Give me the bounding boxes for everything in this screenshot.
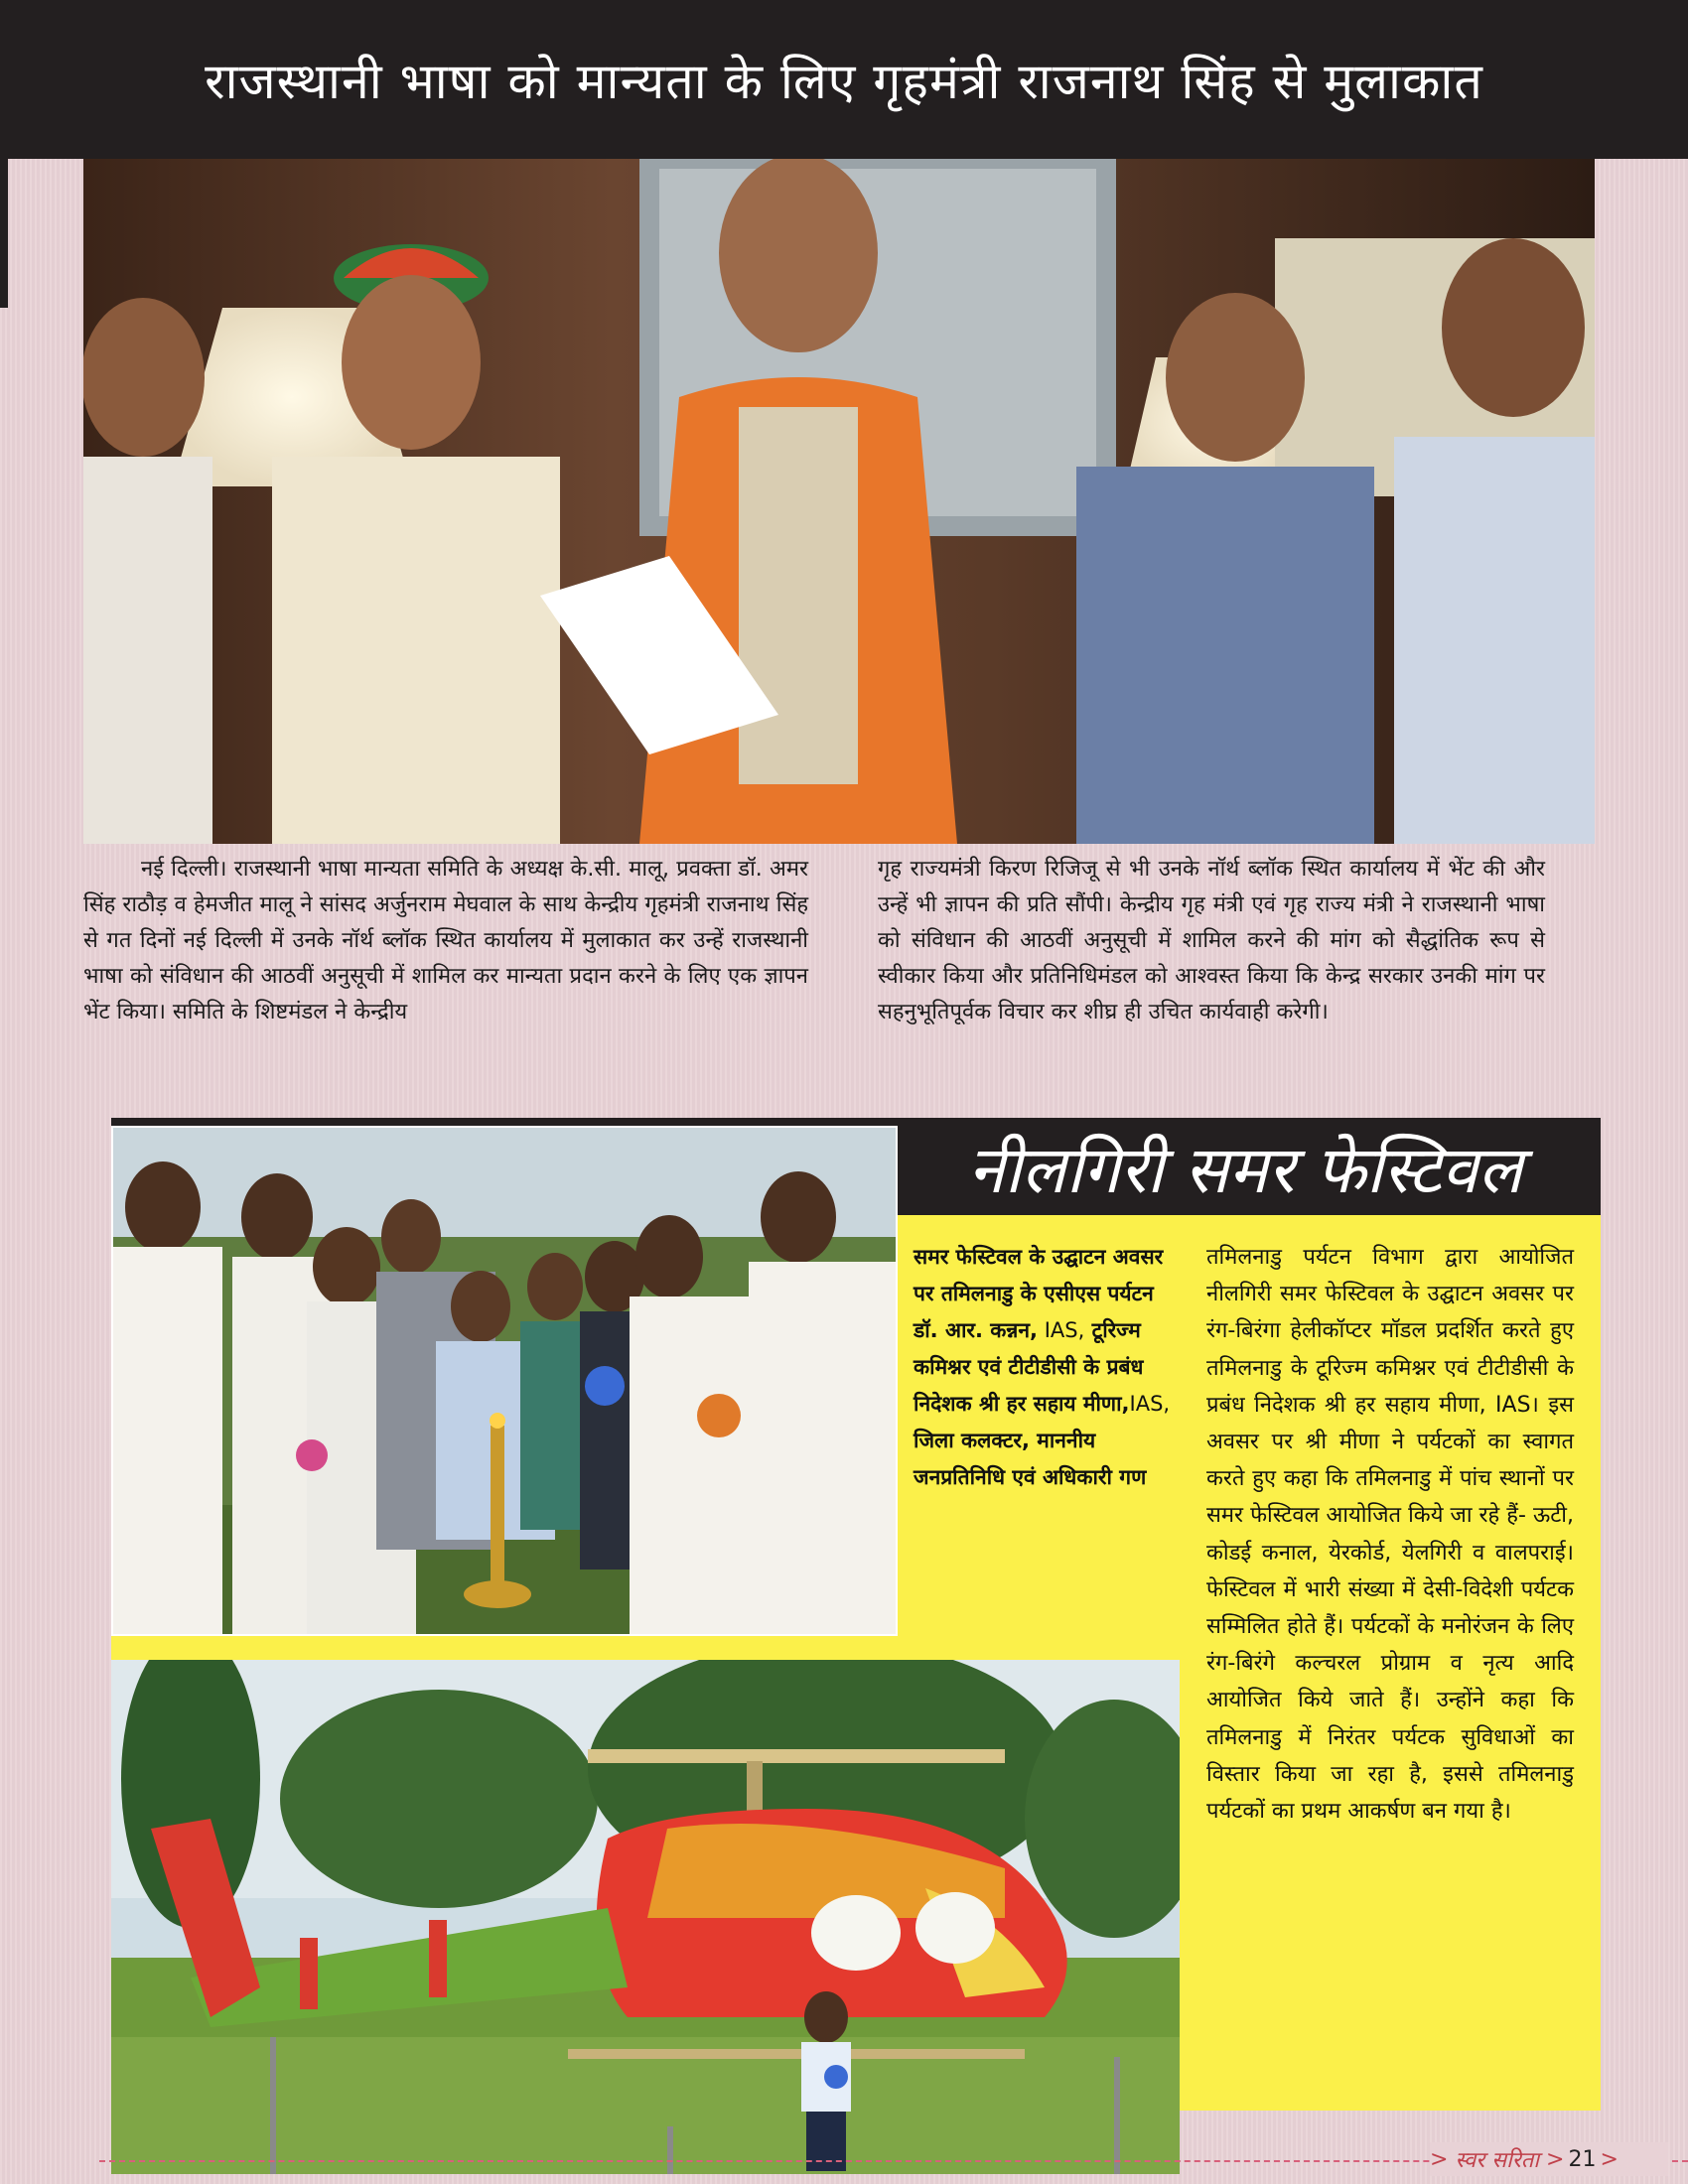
caption-ias-1: IAS, (1038, 1318, 1085, 1342)
article-right-column: गृह राज्यमंत्री किरण रिजिजू से भी उनके नॉर्थ ब्लॉक स्थित कार्यालय में भेंट की और उन्हें भी ज्ञापन की प्रति सौंपी। केन्द्रीय गृह मंत्री एवं गृह राज्य मंत्री ने राजस्थानी भाषा को संविधान की आठवीं अनुसूची में शामिल करने की मांग को सैद्धांतिक रूप से स्वीकार किया और प्रतिनिधिमंडल को आश्वस्त किया कि केन्द्र सरकार उनकी मांग पर सहनुभूतिपूर्वक विचार कर शीघ्र ही उचित कार्यवाही करेगी। (878, 857, 1545, 1024)
lamp-lighting-photo (111, 1126, 898, 1636)
footer-arrow-right: > (1600, 2146, 1618, 2172)
page-title: राजस्थानी भाषा को मान्यता के लिए गृहमंत्री राजनाथ सिंह से मुलाकात (205, 53, 1483, 110)
caption-part-3: जिला कलक्टर, माननीय जनप्रतिनिधि एवं अधिकारी गण (914, 1429, 1147, 1489)
caption-part-2: टूरिज्म कमिश्नर एवं टीटीडीसी के प्रबंध निदेशक श्री हर सहाय मीणा, (914, 1318, 1144, 1416)
photo-caption (914, 1239, 1182, 1496)
page-number: 21 (1568, 2146, 1597, 2172)
article-left-column: नई दिल्ली। राजस्थानी भाषा मान्यता समिति के अध्यक्ष के.सी. मालू, प्रवक्ता डॉ. अमर सिंह राठौड़ व हेमजीत मालू ने सांसद अर्जुनराम मेघवाल के साथ केन्द्रीय गृहमंत्री राजनाथ सिंह से गत दिनों नई दिल्ली में उनके नॉर्थ ब्लॉक स्थित कार्यालय में मुलाकात कर उन्हें राजस्थानी भाषा को संविधान की आठवीं अनुसूची में शामिल कर मान्यता प्रदान करने के लिए एक ज्ञापन भेंट किया। समिति के शिष्टमंडल ने केन्द्रीय (83, 857, 808, 1024)
left-edge-marker (0, 159, 8, 308)
magazine-name: स्वर सरिता (1455, 2148, 1540, 2173)
meeting-photo (83, 159, 1595, 844)
helicopter-photo (111, 1660, 1180, 2174)
section-title: नीलगिरी समर फेस्टिवल (967, 1132, 1523, 1208)
meeting-photo-image (83, 159, 1595, 844)
caption-part-1: समर फेस्टिवल के उद्घाटन अवसर पर तमिलनाडु के एसीएस पर्यटन डॉ. आर. कन्नन, (914, 1245, 1164, 1342)
festival-story: तमिलनाडु पर्यटन विभाग द्वारा आयोजित नीलगिरी समर फेस्टिवल के उद्घाटन अवसर पर रंग-बिरंगा हेलीकॉप्टर मॉडल प्रदर्शित करते हुए तमिलनाडु के टूरिज्म कमिश्नर एवं टीटीडीसी के प्रबंध निदेशक श्री हर सहाय मीणा, IAS। इस अवसर पर श्री मीणा ने पर्यटकों का स्वागत करते हुए कहा कि तमिलनाडु में पांच स्थानों पर समर फेस्टिवल आयोजित किये जा रहे हैं- ऊटी, कोडई कनाल, येरकोर्ड, येलगिरी व वालपराई। फेस्टिवल में भारी संख्या में देसी-विदेशी पर्यटक सम्मिलित होते हैं। पर्यटकों के मनोरंजन के लिए रंग-बिरंगे कल्चरल प्रोग्राम व नृत्य आदि आयोजित किये जाते हैं। उन्होंने कहा कि तमिलनाडु में निरंतर पर्यटक सुविधाओं का विस्तार किया जा रहा है, इससे तमिलनाडु पर्यटकों का प्रथम आकर्षण बन गया है। (1206, 1245, 1574, 1825)
footer-arrow-mid: > (1546, 2146, 1565, 2172)
lamp-lighting-image (113, 1128, 896, 1634)
page-footer (1430, 2142, 1668, 2176)
helicopter-image (111, 1660, 1180, 2174)
title-bar (0, 0, 1688, 159)
caption-ias-2: IAS, (1129, 1392, 1171, 1416)
footer-arrow-left: > (1430, 2146, 1449, 2172)
